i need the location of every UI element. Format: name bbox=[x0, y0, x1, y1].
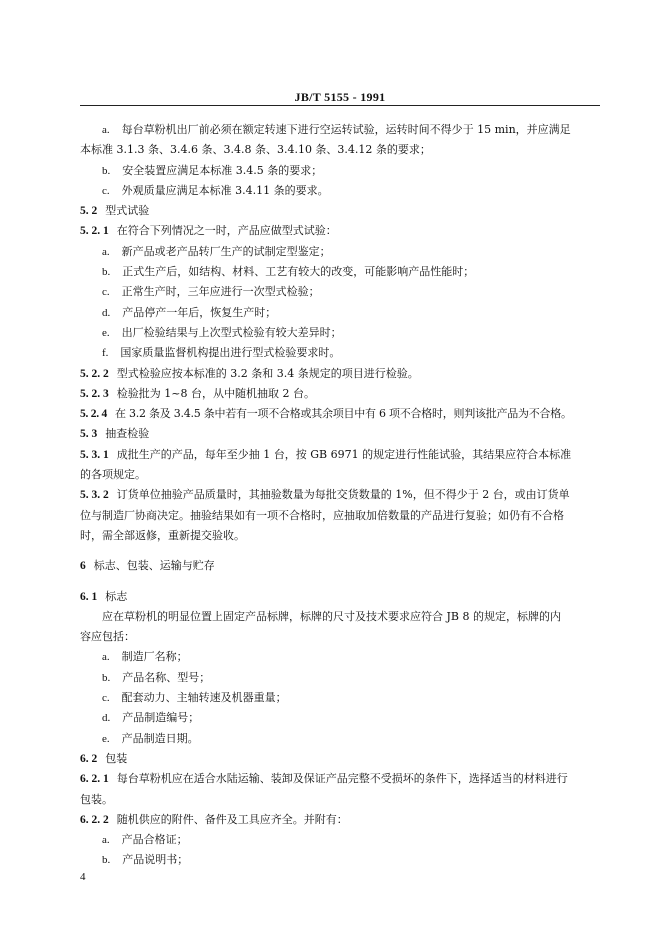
clause-continuation: 时，需全部返修，重新提交验收。 bbox=[80, 528, 245, 542]
clause: 5. 2. 3 检验批为 1~8 台，从中随机抽取 2 台。 bbox=[80, 386, 315, 400]
list-item: b. 正式生产后，如结构、材料、工艺有较大的改变，可能影响产品性能时； bbox=[102, 265, 475, 279]
clause-continuation: 的各项规定。 bbox=[80, 468, 146, 482]
list-item: c. 正常生产时，三年应进行一次型式检验； bbox=[102, 285, 320, 299]
list-item: e. 产品制造日期。 bbox=[102, 731, 199, 745]
list-item: d. 产品制造编号； bbox=[102, 711, 200, 725]
list-item: a. 新产品或老产品转厂生产的试制定型鉴定； bbox=[102, 244, 331, 258]
clause: 5. 2. 4 在 3.2 条及 3.4.5 条中若有一项不合格或其余项目中有 6 项不合格时，则判该批产品为不合格。 bbox=[80, 407, 572, 421]
clause: 5. 2. 2 型式检验应按本标准的 3.2 条和 3.4 条规定的项目进行检验。 bbox=[80, 366, 419, 380]
spacer bbox=[80, 546, 600, 556]
section-heading: 6. 2 包装 bbox=[80, 751, 128, 765]
list-item: a. 产品合格证； bbox=[102, 833, 188, 847]
clause: 5. 3. 1 成批生产的产品，每年至少抽 1 台，按 GB 6971 的规定进行性能试验，其结果应符合本标准 bbox=[80, 447, 572, 461]
section-heading: 6. 1 标志 bbox=[80, 589, 128, 603]
document-body bbox=[80, 120, 600, 871]
list-item: b. 安全装置应满足本标准 3.4.5 条的要求； bbox=[102, 163, 323, 177]
spacer bbox=[80, 577, 600, 587]
list-item: f. 国家质量监督机构提出进行型式检验要求时。 bbox=[102, 346, 341, 360]
section-heading: 5. 2 型式试验 bbox=[80, 204, 150, 218]
clause-continuation: 位与制造厂协商决定。抽验结果如有一项不合格时，应抽取加倍数量的产品进行复验；如仍有不合格 bbox=[80, 508, 564, 522]
clause-continuation: 包装。 bbox=[80, 792, 113, 806]
list-item-continuation: 本标准 3.1.3 条、3.4.6 条、3.4.8 条、3.4.10 条、3.4.12 条的要求； bbox=[80, 143, 431, 157]
list-item: d. 产品停产一年后，恢复生产时； bbox=[102, 305, 277, 319]
list-item: b. 产品名称、型号； bbox=[102, 670, 211, 684]
chapter-heading: 6 标志、包装、运输与贮存 bbox=[80, 559, 215, 573]
clause: 5. 3. 2 订货单位抽验产品质量时，其抽验数量为每批交货数量的 1%，但不得少于 2 台，或由订货单 bbox=[80, 488, 570, 502]
list-item: e. 出厂检验结果与上次型式检验有较大差异时； bbox=[102, 325, 342, 339]
standard-header: JB/T 5155 - 1991 bbox=[294, 90, 386, 104]
section-heading: 5. 3 抽查检验 bbox=[80, 427, 150, 441]
paragraph-continuation: 容应包括： bbox=[80, 630, 135, 644]
page-number: 4 bbox=[80, 871, 86, 883]
list-item: c. 外观质量应满足本标准 3.4.11 条的要求。 bbox=[102, 183, 329, 197]
list-item: a. 制造厂名称； bbox=[102, 650, 188, 664]
list-item: b. 产品说明书； bbox=[102, 853, 189, 867]
list-item: c. 配套动力、主轴转速及机器重量； bbox=[102, 691, 287, 705]
paragraph: 应在草粉机的明显位置上固定产品标牌，标牌的尺寸及技术要求应符合 JB 8 的规定，标牌的内 bbox=[102, 609, 561, 623]
list-item: a. 每台草粉机出厂前必须在额定转速下进行空运转试验，运转时间不得少于 15 min，并应满足 bbox=[102, 123, 571, 136]
clause: 6. 2. 2 随机供应的附件、备件及工具应齐全。并附有： bbox=[80, 812, 348, 826]
clause: 5. 2. 1 在符合下列情况之一时，产品应做型式试验： bbox=[80, 224, 337, 238]
clause: 6. 2. 1 每台草粉机应在适合水陆运输、装卸及保证产品完整不受损坏的条件下，选择适当的材料进行 bbox=[80, 772, 568, 786]
header-rule bbox=[80, 105, 600, 106]
